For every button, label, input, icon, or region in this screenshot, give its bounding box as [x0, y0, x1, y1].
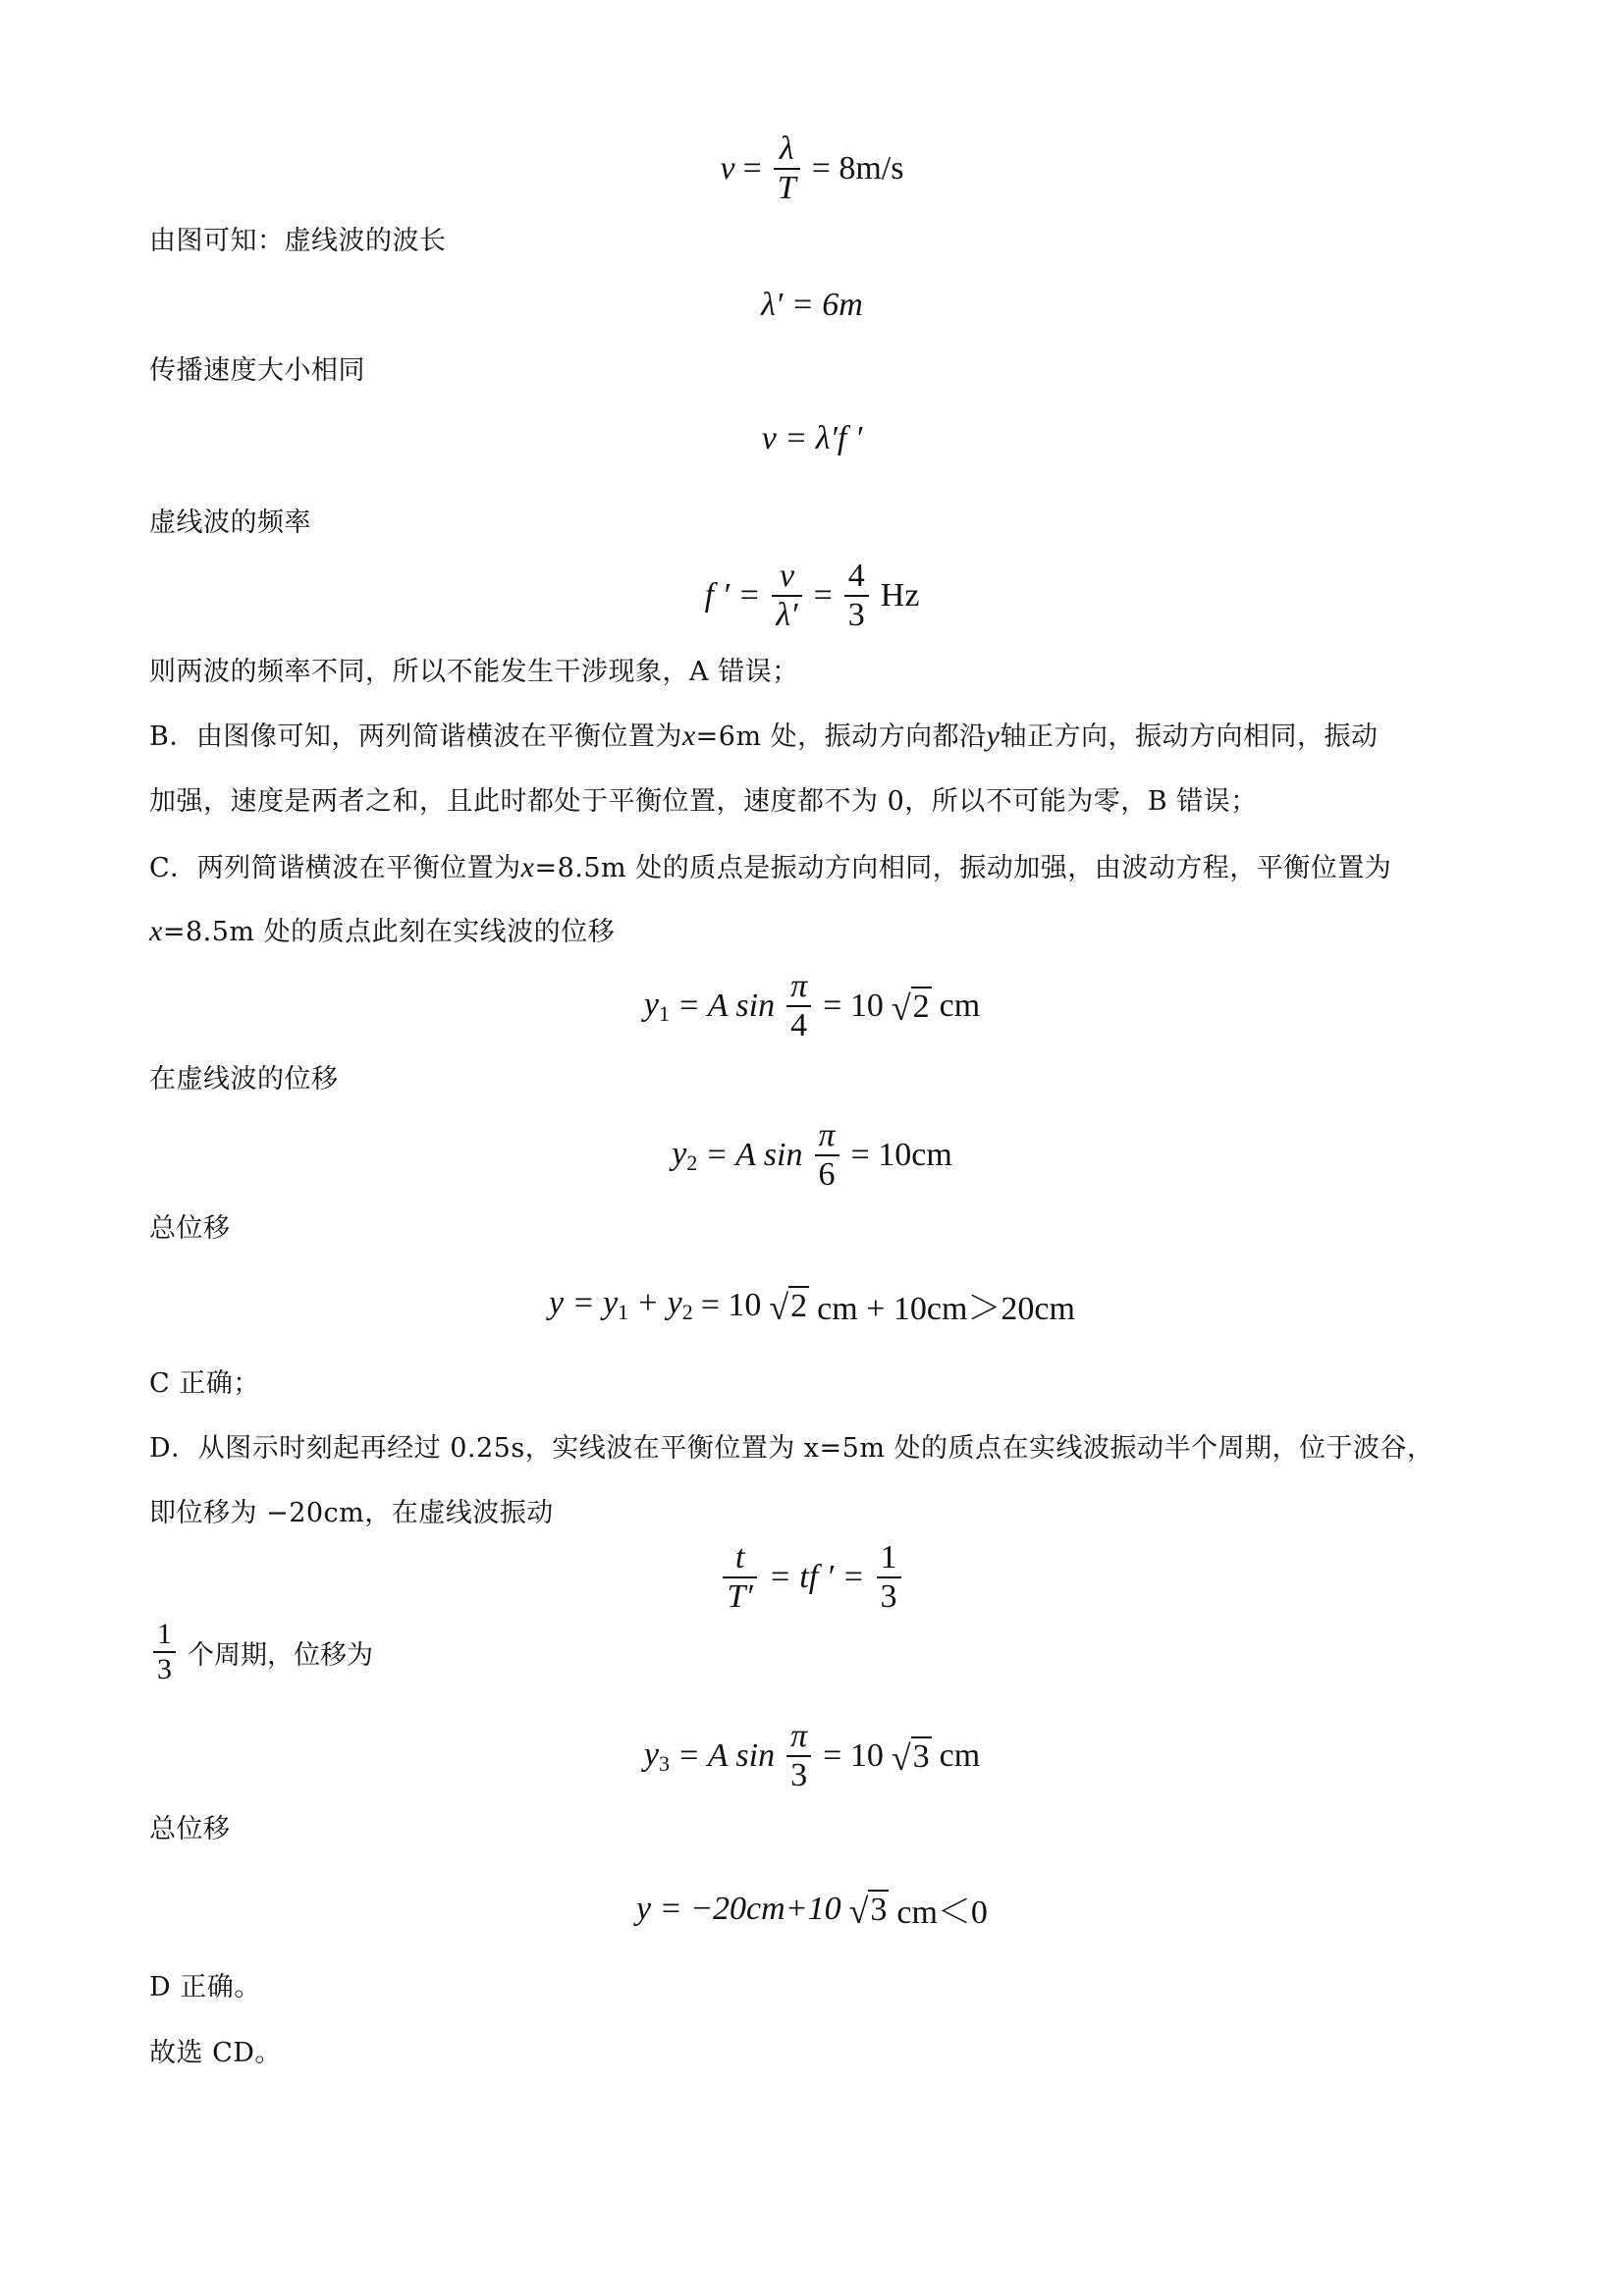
eq4-frac1 [772, 560, 801, 632]
eq8-num1: t [734, 1539, 745, 1575]
paragraph-6: 加强，速度是两者之和，且此时都处于平衡位置，速度都不为 0，所以不可能为零，B 错误； [149, 786, 1258, 817]
eq4-unit: Hz [880, 577, 920, 614]
equation-total-displacement-c [0, 1281, 1624, 1329]
p5-x: x [681, 720, 696, 752]
eq5-root: 2 [912, 988, 930, 1025]
equation-y3 [0, 1720, 1624, 1792]
eq5-num: π [790, 968, 808, 1004]
equation-period-ratio [0, 1539, 1624, 1614]
p8-part-b: =8.5m 处的质点此刻在实线波的位移 [162, 917, 616, 947]
equation-y1 [0, 970, 1624, 1042]
p14-text: 个周期，位移为 [188, 1639, 373, 1671]
paragraph-9: 在虚线波的位移 [149, 1064, 339, 1095]
eq7-sub1: 1 [618, 1300, 629, 1324]
p14-num: 1 [157, 1618, 172, 1650]
p7-part-b: =8.5m 处的质点是振动方向相同，振动加强，由波动方程，平衡位置为 [534, 853, 1392, 883]
p7-x: x [520, 851, 535, 883]
eq2-text: λ′ = 6m [761, 287, 863, 323]
eq6-lhs: y [672, 1135, 687, 1172]
paragraph-14 [149, 1618, 373, 1684]
eq1-rhs: = 8m/s [811, 150, 904, 187]
equation-wave-speed: v = $\frac{\lambda}{T}$ = 8m/s [720, 131, 904, 206]
eq9-num: π [790, 1718, 808, 1754]
eq9-mid: = A sin [677, 1737, 776, 1774]
eq5-frac [786, 970, 811, 1042]
eq1-lhs: v [720, 150, 735, 187]
eq4-lhs: f ′ = [704, 577, 761, 614]
eq5-rhs-pre: = 10 [823, 988, 884, 1024]
paragraph-12: D．从图示时刻起再经过 0.25s，实线波在平衡位置为 x=5m 处的质点在实线波振动半个周期，位于波谷， [149, 1433, 1435, 1464]
eq7-root: 2 [790, 1287, 808, 1324]
equation-frequency: f ′ = $\frac{v}{\lambda'}$ = $\frac{4}{3}$ Hz [704, 558, 920, 633]
p7-part-a: C．两列简谐横波在平衡位置为 [149, 853, 521, 883]
eq6-sub: 2 [686, 1149, 698, 1175]
eq9-den: 3 [786, 1755, 811, 1792]
eq10-root: 3 [870, 1891, 888, 1928]
paragraph-13: 即位移为 −20cm，在虚线波振动 [149, 1498, 554, 1528]
eq7-rhs-pre: = 10 [700, 1286, 762, 1323]
eq8-den2: 3 [877, 1576, 901, 1614]
eq9-rhs-pre: = 10 [823, 1737, 884, 1774]
eq5-lhs: y [643, 986, 659, 1023]
paragraph-7 [149, 848, 1391, 888]
eq4-frac2 [844, 560, 869, 632]
eq7-rhs-post: cm + 10cm＞20cm [817, 1291, 1075, 1327]
p5-part-c: 轴正方向，振动方向相同，振动 [1000, 721, 1379, 752]
paragraph-10: 总位移 [149, 1213, 231, 1244]
eq9-rhs-post: cm [939, 1737, 981, 1774]
eq6-num: π [818, 1117, 836, 1153]
eq6-den: 6 [815, 1154, 839, 1192]
eq9-sqrt: √ 3 [891, 1738, 930, 1778]
eq7-lhs: y = y [549, 1285, 619, 1321]
paragraph-3: 虚线波的频率 [149, 507, 311, 538]
paragraph-17: 故选 CD。 [149, 2038, 282, 2068]
eq9-root: 3 [912, 1738, 930, 1775]
eq4-den1: λ′ [772, 595, 801, 632]
eq9-frac [786, 1720, 811, 1792]
equation-total-displacement-d [0, 1885, 1624, 1933]
paragraph-4: 则两波的频率不同，所以不能发生干涉现象，A 错误； [149, 657, 799, 687]
equation-y2 [0, 1119, 1624, 1192]
paragraph-5 [149, 717, 1379, 757]
equation-v-lambda-f [0, 420, 1624, 457]
p8-x: x [149, 915, 163, 947]
eq6-rhs: = 10cm [850, 1137, 952, 1173]
p14-frac [153, 1620, 176, 1684]
equation-wavelength [0, 287, 1624, 324]
paragraph-11: C 正确； [149, 1368, 260, 1399]
eq4-num2: 4 [847, 558, 865, 594]
eq4-den2: 3 [844, 595, 869, 632]
eq1-num: λ [779, 131, 794, 167]
paragraph-2: 传播速度大小相同 [149, 355, 365, 386]
eq5-den: 4 [786, 1005, 811, 1042]
eq8-frac1 [723, 1541, 756, 1614]
p5-y: y [986, 720, 1001, 752]
eq10-rhs: cm＜0 [896, 1895, 988, 1931]
paragraph-16: D 正确。 [149, 1972, 261, 2002]
eq8-mid: = tf ′ = [768, 1559, 865, 1595]
eq5-mid: = A sin [677, 988, 776, 1024]
p14-den: 3 [153, 1651, 176, 1684]
eq7-sqrt: √ 2 [769, 1287, 808, 1327]
eq10-sqrt: √ 3 [848, 1891, 888, 1931]
paragraph-15: 总位移 [149, 1814, 231, 1844]
eq9-sub: 3 [658, 1750, 670, 1776]
eq6-mid: = A sin [705, 1137, 803, 1173]
eq6-frac [815, 1119, 839, 1192]
eq7-sub2: 2 [681, 1300, 693, 1324]
eq1-den: T [774, 168, 800, 205]
p5-part-a: B．由图像可知，两列简谐横波在平衡位置为 [149, 721, 682, 752]
eq4-num1: v [779, 558, 795, 594]
eq5-sub: 1 [658, 1000, 670, 1026]
eq5-rhs-post: cm [939, 988, 981, 1024]
eq10-lhs: y = −20cm+10 [636, 1890, 841, 1927]
eq8-den1: T′ [723, 1576, 756, 1614]
eq1-fraction [774, 133, 800, 205]
eq9-lhs: y [643, 1735, 659, 1773]
eq8-num2: 1 [880, 1539, 897, 1575]
eq5-sqrt: √ 2 [891, 988, 930, 1028]
eq7-plus: + y [636, 1285, 682, 1321]
paragraph-1: 由图可知：虚线波的波长 [149, 226, 447, 256]
paragraph-8 [149, 912, 615, 952]
eq3-text: v = λ′f ′ [761, 420, 863, 456]
eq8-frac2 [877, 1541, 901, 1614]
p5-part-b: =6m 处，振动方向都沿 [695, 721, 987, 752]
